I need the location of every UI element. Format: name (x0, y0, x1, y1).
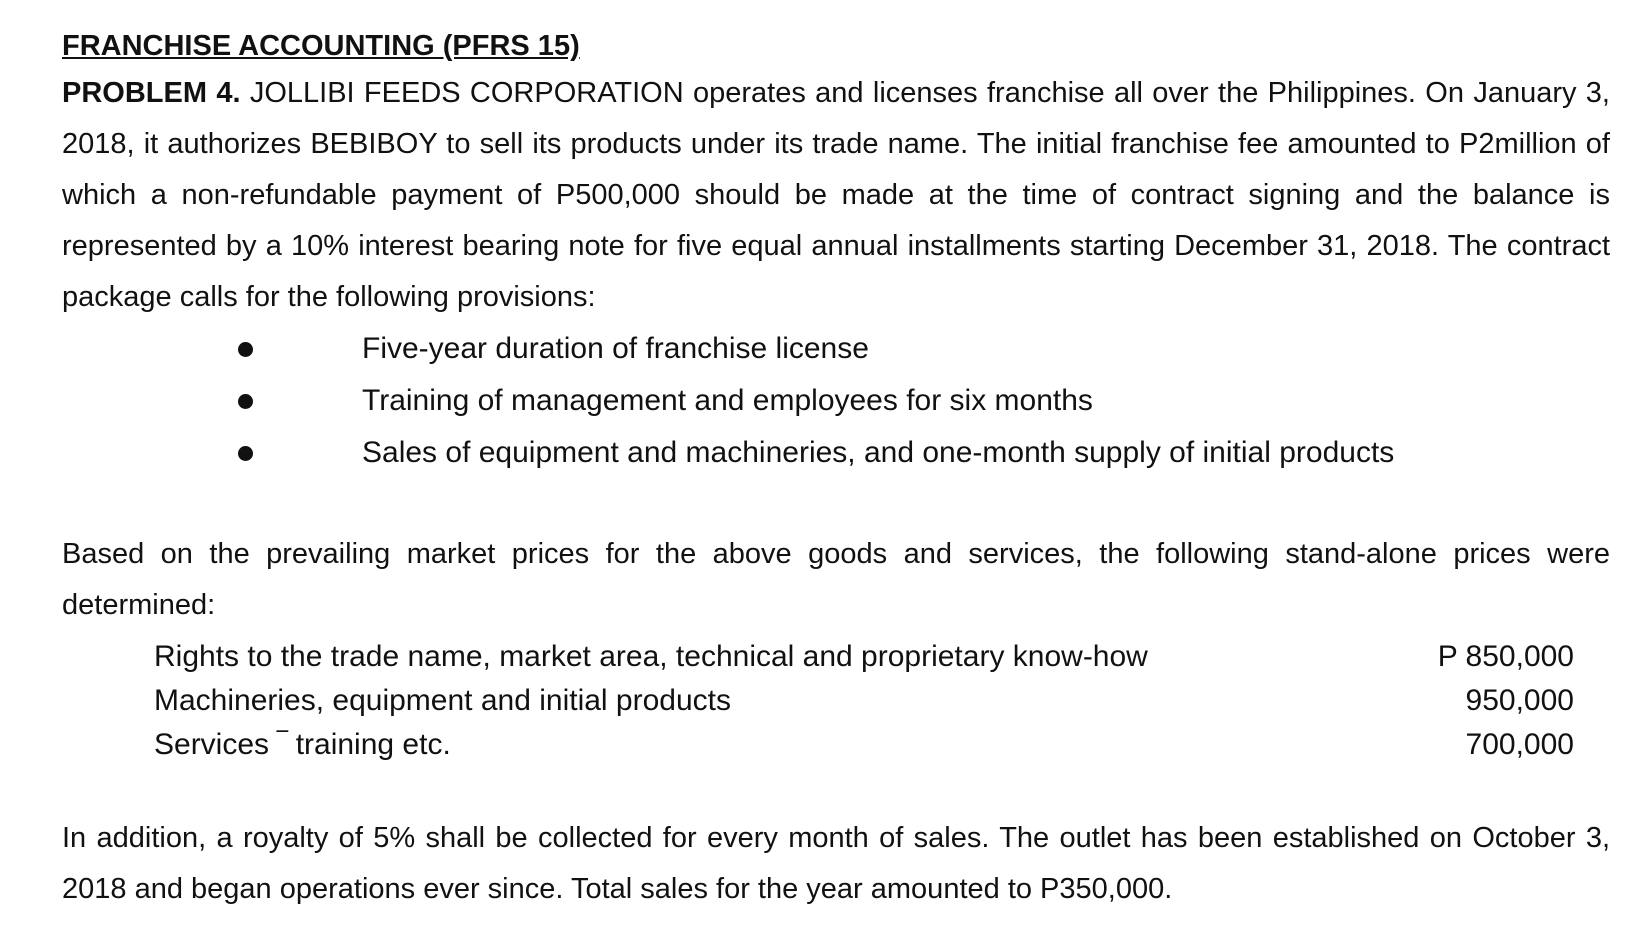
price-value: 950,000 (1465, 684, 1574, 717)
price-value: P 850,000 (1437, 640, 1574, 673)
provision-text: Training of management and employees for six months (362, 384, 1093, 417)
provision-text: Sales of equipment and machineries, and one-month supply of initial products (362, 436, 1395, 469)
problem-paragraph (62, 68, 1610, 323)
table-row (154, 635, 1574, 679)
bullet-icon (238, 394, 253, 409)
standalone-prices-table (154, 635, 1574, 767)
price-label: Rights to the trade name, market area, technical and proprietary know-how (154, 640, 1148, 673)
table-row (154, 723, 1574, 767)
document-heading: FRANCHISE ACCOUNTING (PFRS 15) (62, 30, 580, 62)
standalone-intro-paragraph: Based on the prevailing market prices for the above goods and services, the following stand-alone prices were determined: (62, 538, 1610, 621)
price-value: 700,000 (1465, 728, 1574, 761)
document-page (62, 24, 1610, 915)
list-item (62, 323, 1610, 375)
bullet-icon (238, 342, 253, 357)
list-item (62, 427, 1610, 479)
bullet-icon (238, 446, 253, 461)
problem-text: JOLLIBI FEEDS CORPORATION operates and licenses franchise all over the Philippines. On January 3, 2018, it authorizes BEBIBOY to sell its products under its trade name. The initial franchise fee amounted to P2million of which a non-refundable payment of P500,000 should be made at the time of contract signing and the balance is represented by a 10% interest bearing note for five equal annual installments starting December 31, 2018. The contract package calls for the following provisions: (62, 77, 1610, 313)
table-row (154, 679, 1574, 723)
price-label: Services ‾ training etc. (154, 728, 451, 761)
list-item (62, 375, 1610, 427)
provision-text: Five-year duration of franchise license (362, 332, 869, 365)
problem-label: PROBLEM 4. (62, 77, 241, 109)
provisions-list (62, 323, 1610, 479)
closing-paragraph: In addition, a royalty of 5% shall be collected for every month of sales. The outlet has been established on October 3, 2018 and began operations ever since. Total sales for the year amounted to P350,000. (62, 822, 1610, 905)
price-label: Machineries, equipment and initial products (154, 684, 731, 717)
